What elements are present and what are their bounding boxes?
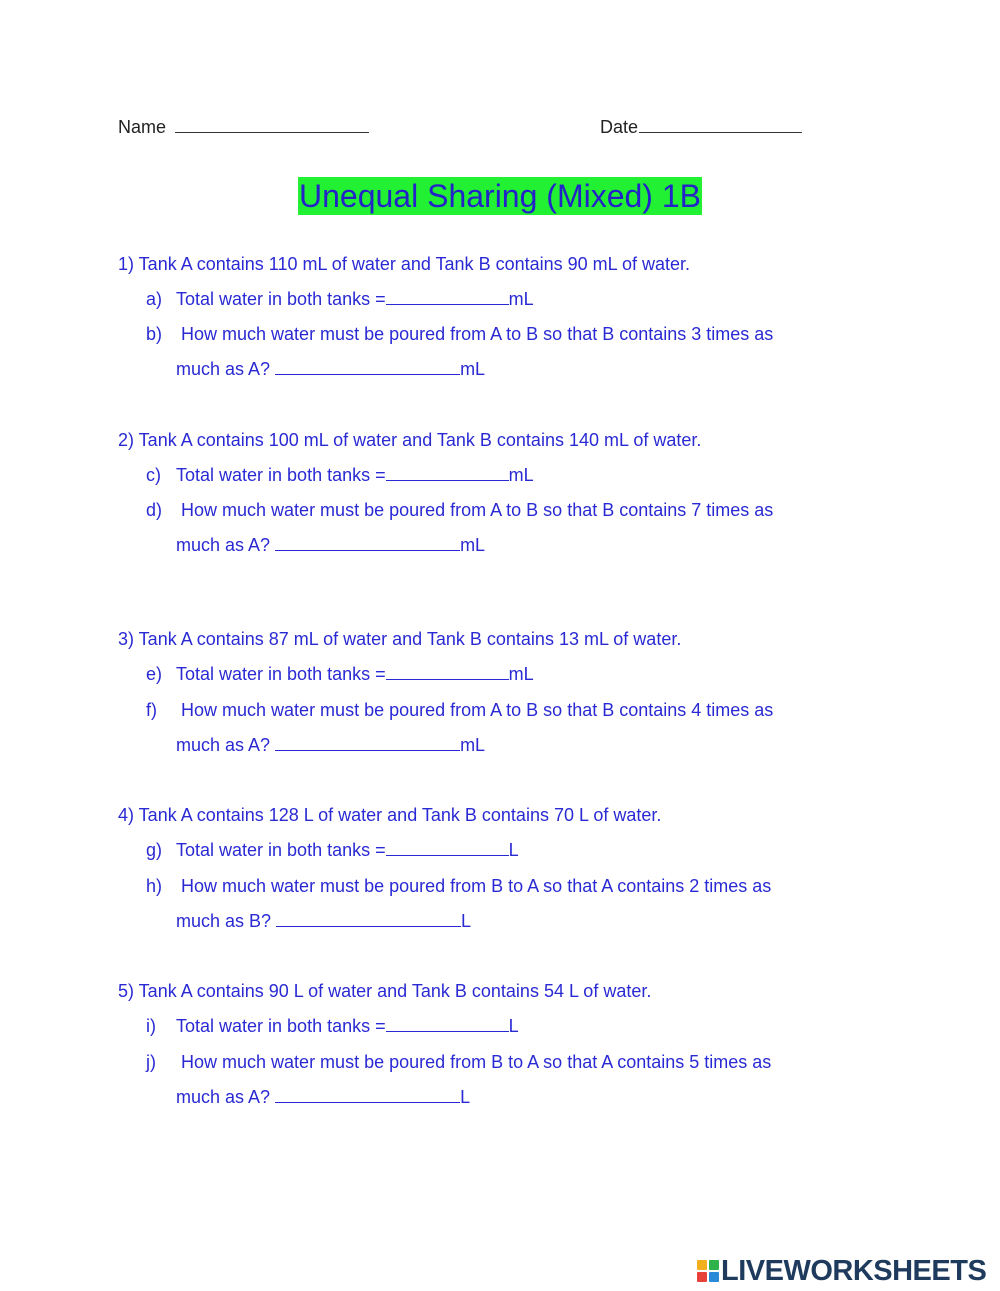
sub-question-text: Total water in both tanks = bbox=[176, 840, 386, 860]
sub-question bbox=[146, 664, 534, 685]
name-field bbox=[118, 117, 369, 138]
name-input-blank[interactable] bbox=[175, 118, 369, 133]
sub-question-continuation bbox=[176, 735, 485, 756]
sub-question bbox=[146, 700, 773, 721]
sub-question-text: Total water in both tanks = bbox=[176, 664, 386, 684]
sub-question bbox=[146, 465, 534, 486]
sub-question-letter: c) bbox=[146, 465, 161, 485]
sub-question-text: Total water in both tanks = bbox=[176, 289, 386, 309]
answer-unit: L bbox=[508, 840, 519, 860]
logo-text: LIVEWORKSHEETS bbox=[721, 1255, 987, 1287]
sub-question-text: How much water must be poured from A to B so that B contains 7 times as bbox=[181, 500, 774, 520]
sub-question-letter: e) bbox=[146, 664, 163, 684]
answer-blank[interactable] bbox=[386, 465, 509, 481]
sub-question-text: Total water in both tanks = bbox=[176, 465, 386, 485]
logo-blocks-icon bbox=[697, 1260, 719, 1282]
sub-question-letter: f) bbox=[146, 700, 157, 720]
sub-question bbox=[146, 1052, 771, 1073]
header-row bbox=[118, 117, 818, 141]
answer-unit: mL bbox=[460, 735, 486, 755]
date-field bbox=[600, 117, 802, 138]
answer-unit: mL bbox=[460, 359, 486, 379]
sub-question-continuation bbox=[176, 535, 485, 556]
sub-question-letter: i) bbox=[146, 1016, 156, 1036]
question-stem: 5) Tank A contains 90 L of water and Tank B contains 54 L of water. bbox=[118, 981, 652, 1001]
sub-question-text: How much water must be poured from A to B so that B contains 4 times as bbox=[181, 700, 774, 720]
sub-question-cont-text: much as A? bbox=[176, 735, 271, 755]
answer-unit: L bbox=[508, 1016, 519, 1036]
answer-blank[interactable] bbox=[386, 840, 509, 856]
answer-blank[interactable] bbox=[275, 359, 460, 375]
sub-question-letter: j) bbox=[146, 1052, 156, 1072]
answer-blank[interactable] bbox=[386, 1016, 509, 1032]
question-stem: 2) Tank A contains 100 mL of water and Tank B contains 140 mL of water. bbox=[118, 430, 702, 450]
sub-question-cont-text: much as A? bbox=[176, 535, 271, 555]
sub-question bbox=[146, 840, 519, 861]
question-stem: 4) Tank A contains 128 L of water and Tank B contains 70 L of water. bbox=[118, 805, 662, 825]
sub-question-text: Total water in both tanks = bbox=[176, 1016, 386, 1036]
sub-question bbox=[146, 1016, 519, 1037]
sub-question-continuation bbox=[176, 1087, 470, 1108]
answer-blank[interactable] bbox=[275, 1087, 460, 1103]
sub-question-letter: d) bbox=[146, 500, 163, 520]
answer-unit: mL bbox=[460, 535, 486, 555]
sub-question-cont-text: much as A? bbox=[176, 1087, 271, 1107]
answer-unit: L bbox=[461, 911, 472, 931]
sub-question-continuation bbox=[176, 359, 485, 380]
date-input-blank[interactable] bbox=[639, 118, 802, 133]
liveworksheets-logo bbox=[697, 1257, 986, 1285]
sub-question bbox=[146, 289, 534, 310]
answer-blank[interactable] bbox=[386, 664, 509, 680]
sub-question-letter: a) bbox=[146, 289, 163, 309]
sub-question-text: How much water must be poured from B to A so that A contains 5 times as bbox=[181, 1052, 772, 1072]
answer-blank[interactable] bbox=[275, 735, 460, 751]
sub-question-cont-text: much as A? bbox=[176, 359, 271, 379]
sub-question-letter: b) bbox=[146, 324, 163, 344]
date-label: Date bbox=[600, 117, 639, 137]
answer-unit: mL bbox=[508, 289, 534, 309]
answer-blank[interactable] bbox=[386, 289, 509, 305]
answer-unit: L bbox=[460, 1087, 471, 1107]
sub-question-letter: h) bbox=[146, 876, 163, 896]
title-wrap bbox=[0, 177, 1000, 215]
worksheet-title: Unequal Sharing (Mixed) 1B bbox=[299, 178, 701, 214]
question-stem: 3) Tank A contains 87 mL of water and Tank B contains 13 mL of water. bbox=[118, 629, 682, 649]
sub-question-text: How much water must be poured from B to A so that A contains 2 times as bbox=[181, 876, 772, 896]
answer-unit: mL bbox=[508, 465, 534, 485]
answer-blank[interactable] bbox=[275, 535, 460, 551]
sub-question-cont-text: much as B? bbox=[176, 911, 272, 931]
sub-question bbox=[146, 500, 773, 521]
answer-blank[interactable] bbox=[276, 911, 461, 927]
answer-unit: mL bbox=[508, 664, 534, 684]
sub-question bbox=[146, 324, 773, 345]
sub-question bbox=[146, 876, 771, 897]
sub-question-text: How much water must be poured from A to B so that B contains 3 times as bbox=[181, 324, 774, 344]
sub-question-letter: g) bbox=[146, 840, 163, 860]
question-stem: 1) Tank A contains 110 mL of water and Tank B contains 90 mL of water. bbox=[118, 254, 691, 274]
sub-question-continuation bbox=[176, 911, 471, 932]
name-label: Name bbox=[118, 117, 167, 137]
